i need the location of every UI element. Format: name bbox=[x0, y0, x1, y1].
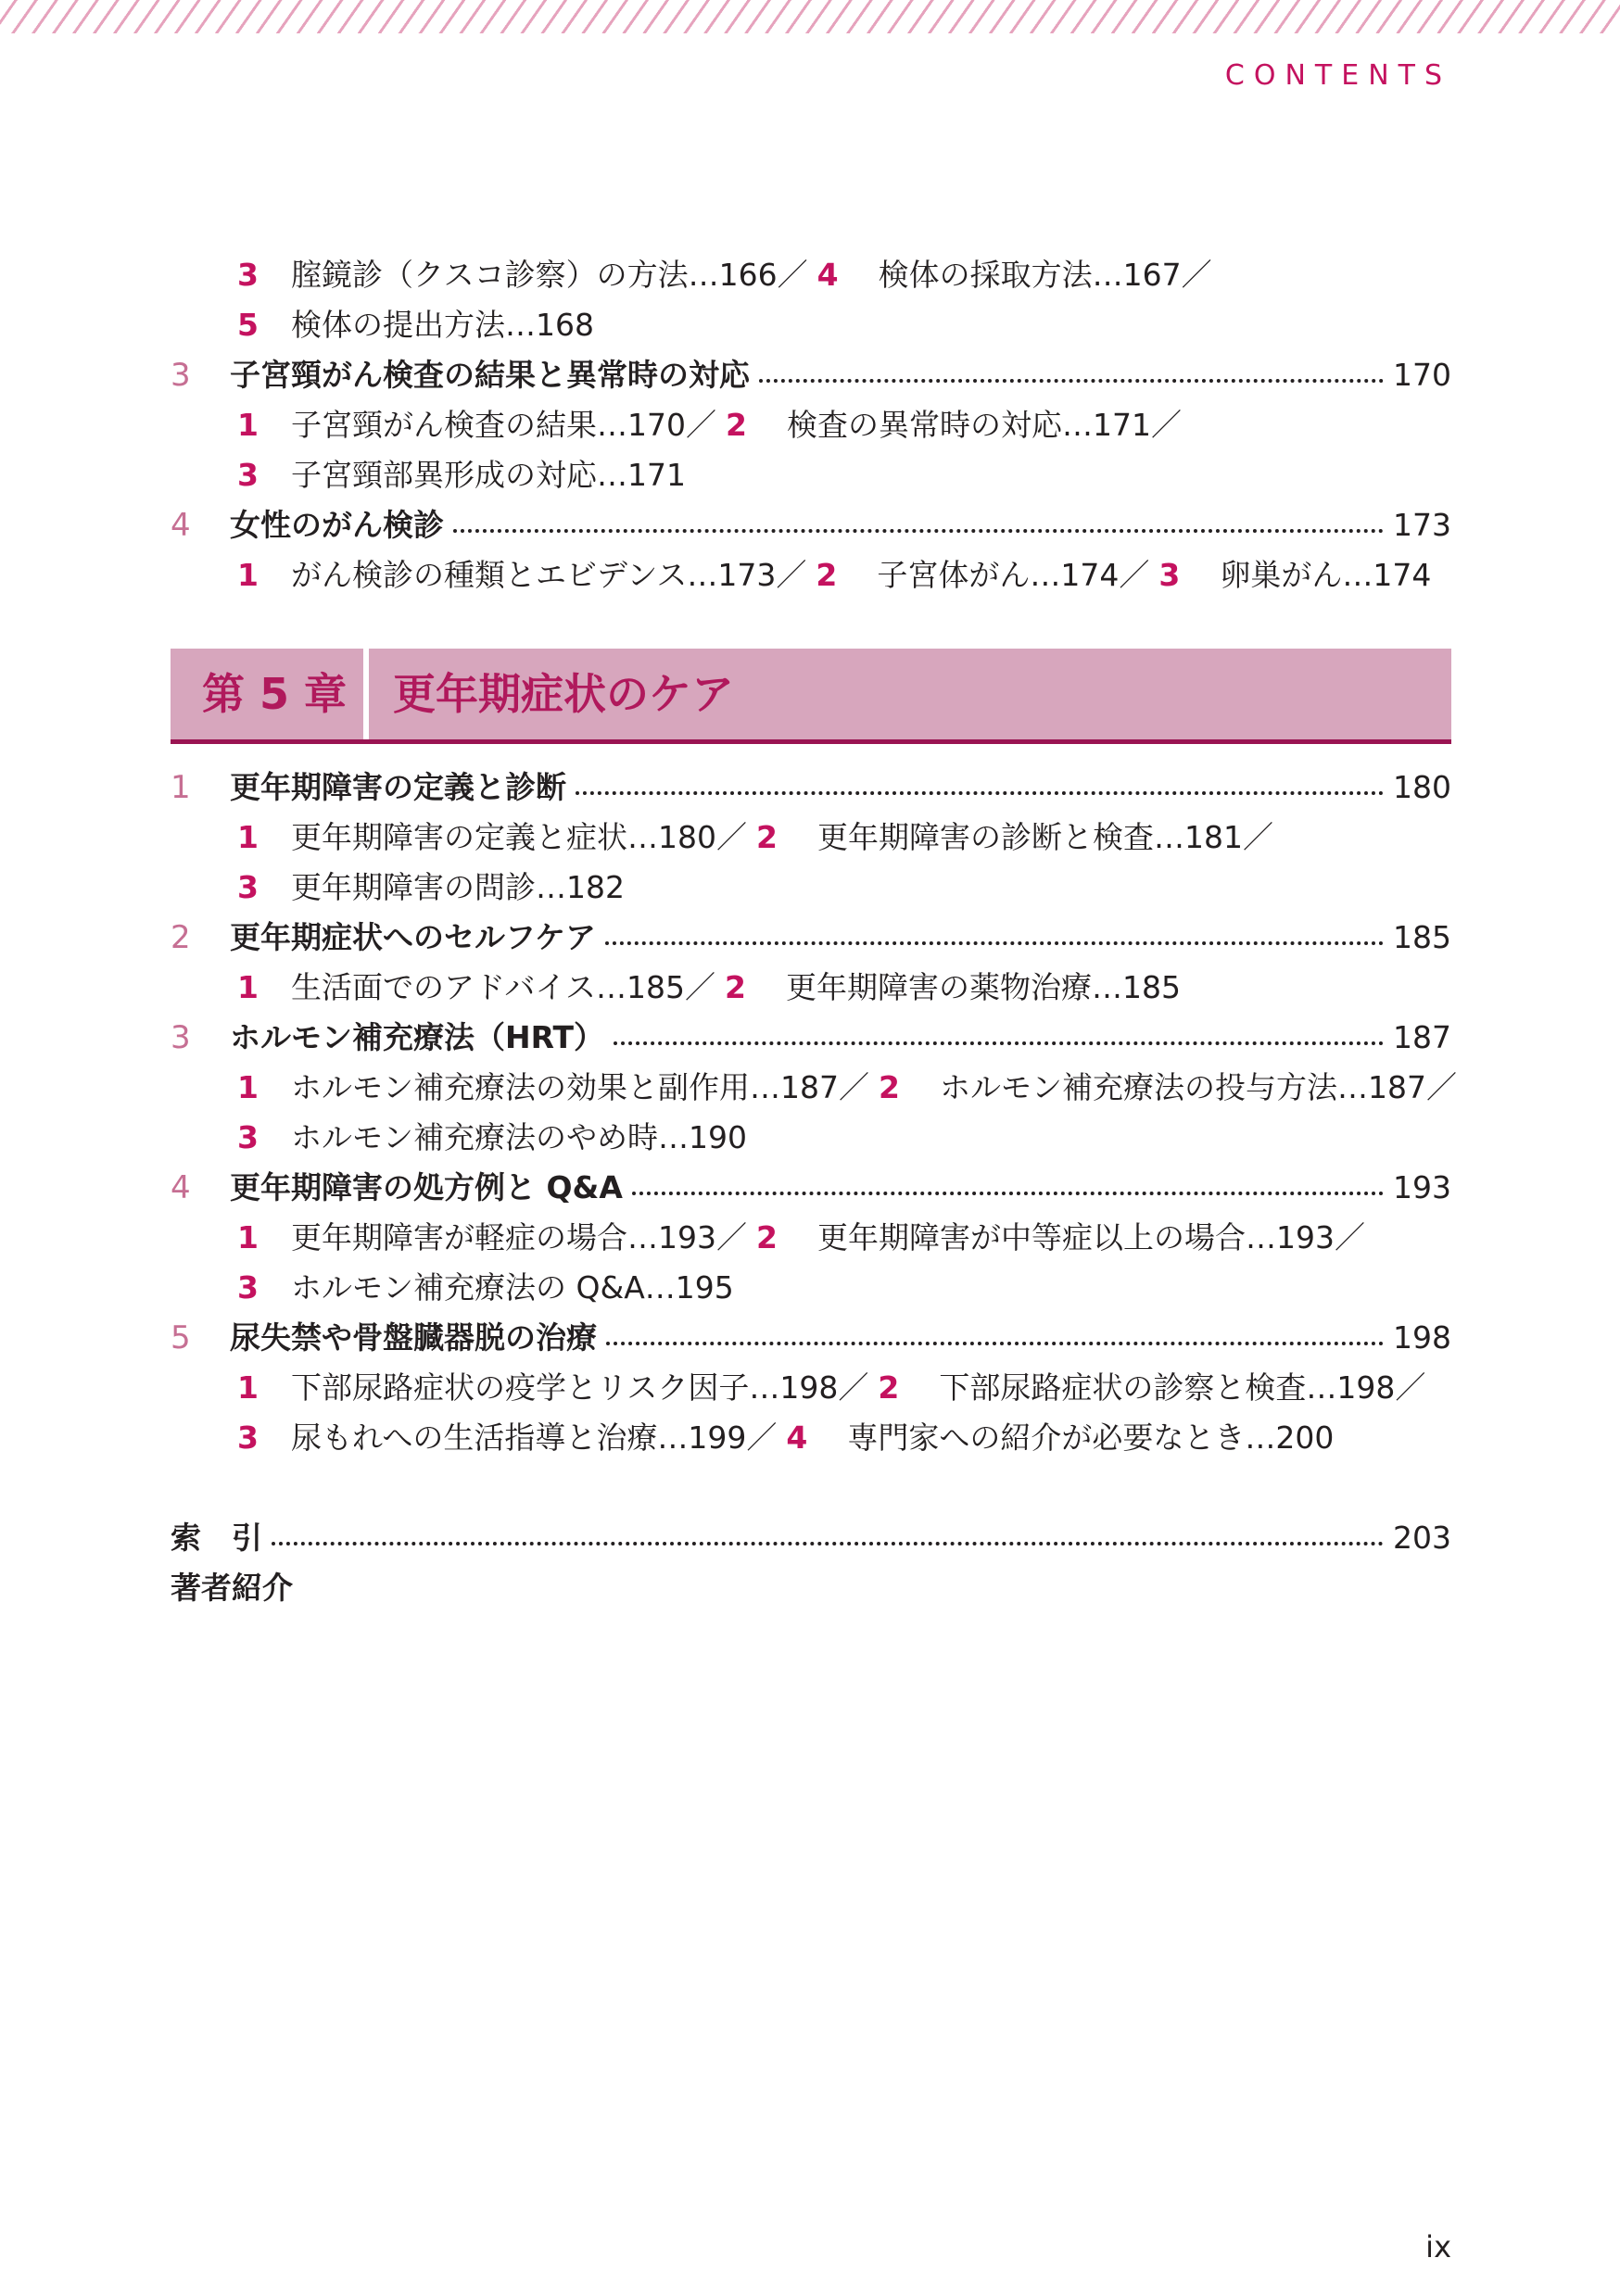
sub-entry-text[interactable]: 更年期障害が軽症の場合…193／ bbox=[291, 1219, 747, 1255]
sub-entry-line bbox=[171, 1363, 1451, 1413]
sub-entry-number: 2 bbox=[878, 1369, 900, 1406]
entry-page: 173 bbox=[1393, 507, 1451, 543]
sub-entry-text[interactable]: 子宮体がん…174／ bbox=[877, 557, 1150, 593]
sub-entry-number: 1 bbox=[237, 1219, 259, 1255]
dot-leader bbox=[605, 941, 1384, 945]
sub-entry-number: 1 bbox=[237, 969, 259, 1005]
entry-page: 170 bbox=[1393, 357, 1451, 393]
page-number: ix bbox=[1425, 2229, 1451, 2264]
sub-entry-number: 2 bbox=[756, 819, 778, 855]
continued-sub-entries bbox=[171, 250, 1451, 350]
sub-entry-number: 3 bbox=[237, 869, 259, 905]
sub-entry-text[interactable]: ホルモン補充療法の Q&A…195 bbox=[291, 1269, 734, 1306]
sub-entry-number: 3 bbox=[1158, 557, 1181, 593]
toc-entry[interactable] bbox=[171, 913, 1451, 963]
entry-page: 193 bbox=[1393, 1169, 1451, 1205]
sub-entry-text[interactable]: 検体の提出方法…168 bbox=[291, 307, 594, 343]
dot-leader bbox=[272, 1542, 1384, 1545]
index-page: 203 bbox=[1393, 1520, 1451, 1556]
sub-entry-text[interactable]: 更年期障害の問診…182 bbox=[291, 869, 625, 905]
sub-entry-number: 1 bbox=[237, 819, 259, 855]
entry-number: 3 bbox=[171, 357, 191, 394]
entry-number: 5 bbox=[171, 1319, 191, 1356]
sub-entry-text[interactable]: 更年期障害の診断と検査…181／ bbox=[817, 819, 1273, 855]
sub-entry-line bbox=[171, 1213, 1451, 1263]
entry-number: 2 bbox=[171, 919, 191, 956]
sub-entry-text[interactable]: ホルモン補充療法のやめ時…190 bbox=[291, 1119, 747, 1155]
toc-entry[interactable] bbox=[171, 1013, 1451, 1063]
dot-leader bbox=[632, 1192, 1384, 1195]
sub-entry-text[interactable]: 子宮頸がん検査の結果…170／ bbox=[291, 407, 716, 443]
entry-page: 185 bbox=[1393, 919, 1451, 955]
entry-title: 尿失禁や骨盤臓器脱の治療 bbox=[230, 1319, 597, 1356]
sub-entry-text[interactable]: ホルモン補充療法の効果と副作用…187／ bbox=[291, 1069, 869, 1105]
sub-entry-text[interactable]: ホルモン補充療法の投与方法…187／ bbox=[940, 1069, 1457, 1105]
sub-entry-line bbox=[171, 450, 1451, 500]
previous-chapter-entries bbox=[171, 350, 1451, 600]
chapter-heading bbox=[171, 649, 1451, 744]
sub-entry-line bbox=[171, 1413, 1451, 1463]
dot-leader bbox=[759, 379, 1384, 383]
chapter-number: 第 5 章 bbox=[202, 669, 348, 719]
sub-entry-number: 3 bbox=[237, 457, 259, 493]
sub-entry-text[interactable]: 卵巣がん…174 bbox=[1220, 557, 1432, 593]
sub-entry-line bbox=[171, 250, 1451, 300]
sub-entry-text[interactable]: 更年期障害の定義と症状…180／ bbox=[291, 819, 747, 855]
sub-entry-text[interactable]: がん検診の種類とエビデンス…173／ bbox=[291, 557, 807, 593]
sub-entry-number: 4 bbox=[786, 1419, 808, 1456]
chapter-divider bbox=[363, 649, 369, 739]
sub-entry-text[interactable]: 腟鏡診（クスコ診察）の方法…166／ bbox=[291, 257, 808, 293]
entry-title: 子宮頸がん検査の結果と異常時の対応 bbox=[230, 357, 750, 393]
toc-entry-authors[interactable] bbox=[171, 1563, 1451, 1613]
sub-entry-number: 1 bbox=[237, 407, 259, 443]
entry-page: 198 bbox=[1393, 1319, 1451, 1356]
chapter-entries bbox=[171, 763, 1457, 1463]
toc-entry[interactable] bbox=[171, 350, 1451, 400]
sub-entry-text[interactable]: 子宮頸部異形成の対応…171 bbox=[291, 457, 686, 493]
sub-entry-text[interactable]: 検体の採取方法…167／ bbox=[878, 257, 1212, 293]
entry-title: 女性のがん検診 bbox=[230, 507, 444, 543]
sub-entry-text[interactable]: 下部尿路症状の疫学とリスク因子…198／ bbox=[291, 1369, 869, 1406]
entry-number: 4 bbox=[171, 1169, 191, 1206]
entry-title: 更年期障害の処方例と Q&A bbox=[230, 1169, 623, 1205]
sub-entry-line bbox=[171, 963, 1451, 1013]
sub-entry-number: 2 bbox=[879, 1069, 900, 1105]
dot-leader bbox=[576, 791, 1384, 795]
authors-title: 著者紹介 bbox=[171, 1570, 293, 1606]
entry-number: 3 bbox=[171, 1019, 191, 1056]
dot-leader bbox=[606, 1342, 1384, 1345]
hatched-top-border bbox=[0, 0, 1620, 33]
toc-entry[interactable] bbox=[171, 1313, 1451, 1363]
sub-entry-number: 1 bbox=[237, 1369, 259, 1406]
sub-entry-line bbox=[171, 813, 1451, 863]
entry-number: 4 bbox=[171, 507, 191, 544]
sub-entry-line bbox=[171, 300, 1451, 350]
sub-entry-number: 2 bbox=[756, 1219, 778, 1255]
sub-entry-line bbox=[171, 1113, 1451, 1163]
sub-entry-line bbox=[171, 1263, 1451, 1313]
sub-entry-number: 1 bbox=[237, 1069, 259, 1105]
dot-leader bbox=[453, 529, 1384, 533]
sub-entry-text[interactable]: 更年期障害が中等症以上の場合…193／ bbox=[817, 1219, 1365, 1255]
sub-entry-number: 3 bbox=[237, 1269, 259, 1306]
toc-entry-index[interactable] bbox=[171, 1513, 1451, 1563]
sub-entry-number: 2 bbox=[816, 557, 838, 593]
sub-entry-text[interactable]: 生活面でのアドバイス…185／ bbox=[291, 969, 715, 1005]
toc-entry[interactable] bbox=[171, 1163, 1451, 1213]
entry-number: 1 bbox=[171, 769, 191, 806]
entry-title: ホルモン補充療法（HRT） bbox=[230, 1019, 605, 1055]
sub-entry-number: 2 bbox=[725, 969, 746, 1005]
sub-entry-text[interactable]: 尿もれへの生活指導と治療…199／ bbox=[291, 1419, 778, 1456]
entry-page: 187 bbox=[1393, 1019, 1451, 1055]
sub-entry-text[interactable]: 専門家への紹介が必要なとき…200 bbox=[847, 1419, 1335, 1456]
sub-entry-number: 1 bbox=[237, 557, 259, 593]
sub-entry-line bbox=[171, 550, 1451, 600]
index-title: 索 引 bbox=[171, 1520, 262, 1556]
sub-entry-number: 3 bbox=[237, 1119, 259, 1155]
running-header: CONTENTS bbox=[1224, 59, 1451, 92]
toc-entry[interactable] bbox=[171, 763, 1451, 813]
sub-entry-number: 3 bbox=[237, 1419, 259, 1456]
sub-entry-text[interactable]: 更年期障害の薬物治療…185 bbox=[786, 969, 1181, 1005]
sub-entry-text[interactable]: 下部尿路症状の診察と検査…198／ bbox=[939, 1369, 1426, 1406]
sub-entry-number: 2 bbox=[726, 407, 747, 443]
chapter-title: 更年期症状のケア bbox=[393, 669, 734, 719]
entry-title: 更年期症状へのセルフケア bbox=[230, 919, 597, 955]
sub-entry-line bbox=[171, 1063, 1457, 1113]
sub-entry-text[interactable]: 検査の異常時の対応…171／ bbox=[787, 407, 1182, 443]
toc-entry[interactable] bbox=[171, 500, 1451, 550]
sub-entry-number: 5 bbox=[237, 307, 259, 343]
entry-page: 180 bbox=[1393, 769, 1451, 805]
entry-title: 更年期障害の定義と診断 bbox=[230, 769, 566, 805]
sub-entry-line bbox=[171, 863, 1451, 913]
table-of-contents bbox=[171, 250, 1457, 1613]
sub-entry-number: 3 bbox=[237, 257, 259, 293]
sub-entry-number: 4 bbox=[816, 257, 839, 293]
sub-entry-line bbox=[171, 400, 1451, 450]
dot-leader bbox=[614, 1041, 1384, 1045]
